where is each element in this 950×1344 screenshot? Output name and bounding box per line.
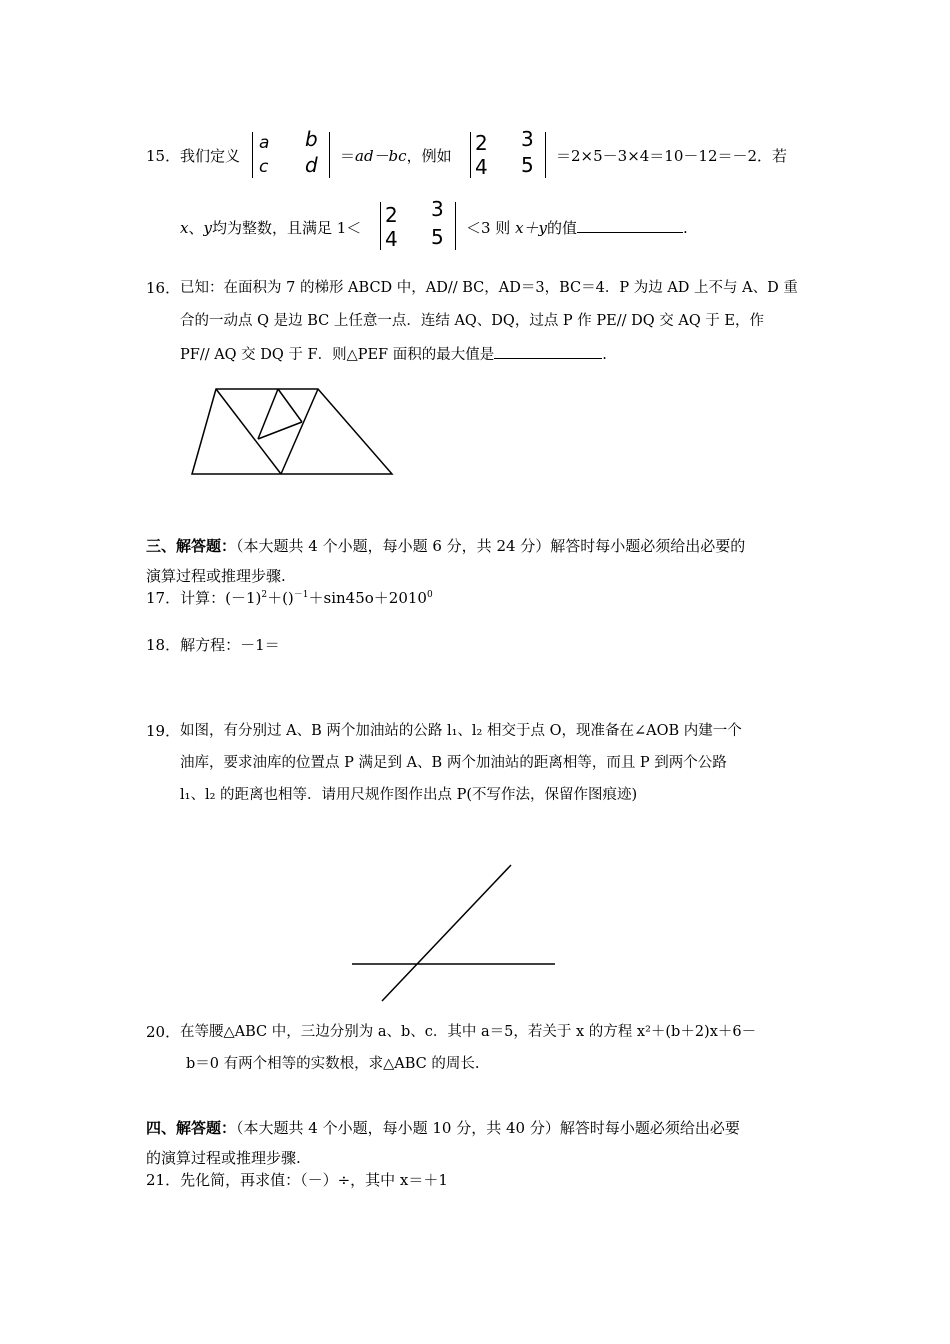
q17-text: 计算：(－1) <box>180 589 262 607</box>
det-ex-c: 4 <box>475 155 488 179</box>
q20-number: 20． <box>146 1023 181 1041</box>
det-ex-b: 3 <box>521 127 534 151</box>
q15-determinant-condition <box>380 197 456 251</box>
q15-example-intro: ，例如 <box>406 147 452 165</box>
q16-line2: 合的一动点 Q 是边 BC 上任意一点．连结 AQ、DQ，过点 P 作 PE// DQ 交 AQ 于 E，作 <box>180 313 765 329</box>
q19-line3: l₁、l₂ 的距离也相等．请用尺规作图作出点 P(不写作法，保留作图痕迹) <box>180 787 638 803</box>
det-b: b <box>305 127 318 151</box>
q18-number: 18． <box>146 636 181 654</box>
q17-exp1: 2 <box>261 590 268 600</box>
q15-determinant-definition <box>252 127 330 178</box>
q15-line2-tail <box>466 218 688 238</box>
q15-sep: 、 <box>188 219 204 237</box>
q16-trapezoid-figure <box>192 389 392 474</box>
q17-mid: ＋() <box>267 589 294 607</box>
q15-var-y: y <box>203 219 212 237</box>
q17-exp3: 0 <box>426 590 433 600</box>
q21-text: 先化简，再求值：（－）÷，其中 x＝＋1 <box>180 1171 448 1189</box>
section4-desc: （本大题共 4 个小题，每小题 10 分，共 40 分）解答时每小题必须给出必要 <box>236 1119 740 1137</box>
q15-example-result: ＝2×5－3×4＝10－12＝－2．若 <box>556 147 788 165</box>
q16-period: . <box>602 347 607 363</box>
det-cond-d: 5 <box>431 225 444 249</box>
section4-desc2: 的演算过程或推理步骤. <box>146 1149 301 1167</box>
q15-answer-blank[interactable] <box>577 218 683 233</box>
det-cond-a: 2 <box>385 203 398 227</box>
q19-roads-figure <box>352 865 555 1001</box>
det-c: c <box>259 157 269 177</box>
q17-exp2: －1 <box>293 590 309 600</box>
q15-formula: ad－bc <box>355 147 407 165</box>
segment-pf <box>278 389 302 422</box>
det-cond-b: 3 <box>431 197 444 221</box>
q20-line1: 在等腰△ABC 中，三边分别为 a、b、c．其中 a＝5，若关于 x 的方程 x²＋(b＋2)x＋6－ <box>180 1024 757 1040</box>
q20-line2: b＝0 有两个相等的实数根，求△ABC 的周长. <box>186 1056 480 1072</box>
q16-line3-text: PF// AQ 交 DQ 于 F．则△PEF 面积的最大值是 <box>180 347 495 363</box>
section3-desc: （本大题共 4 个小题，每小题 6 分，共 24 分）解答时每小题必须给出必要的 <box>236 537 746 555</box>
q15-line2-text: 均为整数，且满足 1＜ <box>211 219 362 237</box>
q21 <box>146 1170 448 1190</box>
det-d: d <box>305 153 318 177</box>
q15-eq-sign: ＝ <box>340 147 356 165</box>
q21-number: 21． <box>146 1171 181 1189</box>
q15-var-x: x <box>180 219 189 237</box>
q19-line1: 如图，有分别过 A、B 两个加油站的公路 l₁、l₂ 相交于点 O，现准备在∠AOB 内建一个 <box>180 723 742 739</box>
q17 <box>146 588 433 608</box>
q15-number: 15． <box>146 147 181 165</box>
q19-line2: 油库，要求油库的位置点 P 满足到 A、B 两个加油站的距离相等，而且 P 到两个公路 <box>180 755 727 771</box>
q15-period: . <box>683 219 688 237</box>
q15-x-plus-y: x＋y <box>515 219 548 237</box>
q18 <box>146 635 280 655</box>
det-ex-d: 5 <box>521 153 534 177</box>
section3-desc2: 演算过程或推理步骤. <box>146 567 286 585</box>
section3-header <box>146 536 745 556</box>
q18-text: 解方程：－1＝ <box>180 636 280 654</box>
q15-determinant-example <box>470 127 546 179</box>
q17-number: 17． <box>146 589 181 607</box>
q15-definition-eq <box>340 146 452 166</box>
det-ex-a: 2 <box>475 131 488 155</box>
q16-number: 16． <box>146 279 181 297</box>
det-cond-c: 4 <box>385 227 398 251</box>
segment-pe <box>258 389 278 439</box>
det-a: a <box>259 133 270 153</box>
segment-dq <box>281 389 318 474</box>
trapezoid-abcd <box>192 389 392 474</box>
section4-header <box>146 1118 740 1138</box>
q15-intro: 我们定义 <box>180 147 241 165</box>
q15-tail-text: ＜3 则 <box>466 219 511 237</box>
q17-tail: ＋sin45o＋2010 <box>308 589 427 607</box>
q16-line1: 已知：在面积为 7 的梯形 ABCD 中，AD// BC，AD＝3，BC＝4．P 为边 AD 上不与 A、D 重 <box>180 280 798 296</box>
section4-title: 四、解答题： <box>146 1119 237 1137</box>
section3-title: 三、解答题： <box>146 537 237 555</box>
segment-ef <box>258 422 302 439</box>
q15-line2 <box>180 218 361 238</box>
segment-aq <box>216 389 281 474</box>
q19-number: 19． <box>146 722 181 740</box>
road-l2 <box>382 865 511 1001</box>
q15-tail-end: 的值 <box>547 219 578 237</box>
q16-answer-blank[interactable] <box>494 344 602 359</box>
q16-line3 <box>180 344 607 365</box>
